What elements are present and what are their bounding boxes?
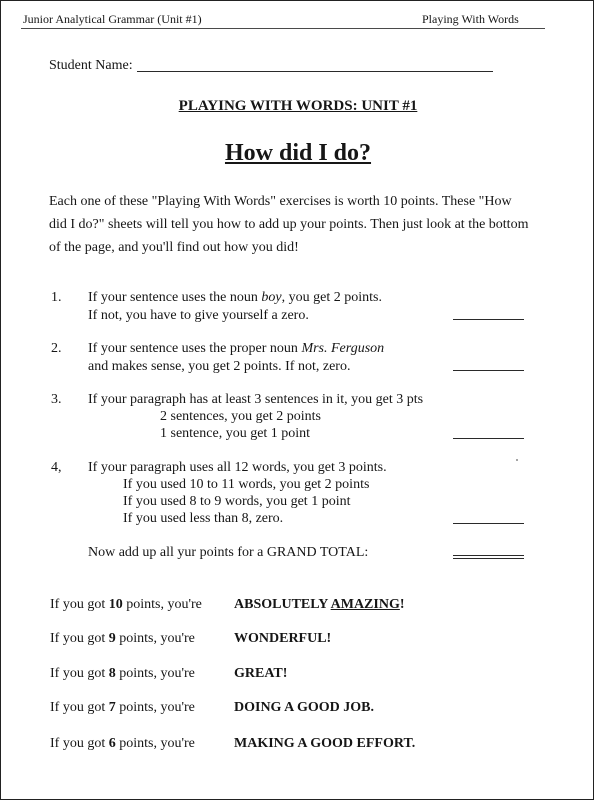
item-1-score-blank[interactable] [453, 319, 524, 320]
item-4-sub-line: If you used less than 8, zero. [123, 511, 284, 526]
header-unit-title: Playing With Words [422, 12, 519, 26]
score-result-b: AMAZING [330, 597, 400, 612]
score-points: 6 [108, 736, 116, 751]
item-2-line-1 [88, 341, 384, 357]
score-suffix: points, you're [122, 597, 202, 612]
score-condition [50, 736, 195, 752]
item-4-line-1: If your paragraph uses all 12 words, you get 3 points. [88, 460, 387, 475]
score-result: MAKING A GOOD EFFORT. [234, 736, 416, 751]
item-1-line-1 [88, 290, 382, 306]
item-3-line-1: If your paragraph has at least 3 sentences in it, you get 3 pts [88, 392, 424, 407]
score-prefix: If you got [50, 700, 109, 715]
item-1-text-b: , you get 2 points. [281, 290, 382, 305]
item-number: 3. [51, 392, 62, 407]
grand-total-text: Now add up all yur points for a GRAND TOTAL: [88, 545, 369, 560]
item-3-sub-line: 2 sentences, you get 2 points [160, 409, 321, 424]
item-2-line-2: and makes sense, you get 2 points. If not, zero. [88, 359, 351, 374]
item-number: 4, [51, 460, 62, 475]
item-4-sub-line: If you used 8 to 9 words, you get 1 point [123, 494, 351, 509]
score-result: WONDERFUL! [234, 631, 332, 646]
unit-title: PLAYING WITH WORDS: UNIT #1 [178, 98, 418, 114]
intro-paragraph [49, 190, 559, 259]
score-condition [50, 631, 195, 647]
intro-line: Each one of these "Playing With Words" exercises is worth 10 points. These "How [49, 194, 512, 209]
score-result: GREAT! [234, 666, 288, 681]
score-points: 8 [108, 666, 116, 681]
score-condition [50, 666, 195, 682]
item-number: 2. [51, 341, 62, 356]
item-2-score-blank[interactable] [453, 370, 524, 371]
score-points: 9 [108, 631, 116, 646]
student-name-line[interactable] [137, 71, 493, 72]
score-suffix: points, you're [115, 631, 195, 646]
score-result [234, 597, 405, 613]
item-number: 1. [51, 290, 62, 305]
item-3-sub-line: 1 sentence, you get 1 point [160, 426, 311, 441]
score-prefix: If you got [50, 736, 109, 751]
header-course-title: Junior Analytical Grammar (Unit #1) [23, 12, 202, 26]
score-result-a: ABSOLUTELY [234, 597, 331, 612]
item-4-score-blank[interactable] [453, 523, 524, 524]
score-result: DOING A GOOD JOB. [234, 700, 375, 715]
score-points: 10 [108, 597, 123, 612]
score-prefix: If you got [50, 666, 109, 681]
item-1-noun: boy [261, 290, 282, 305]
item-1-line-2: If not, you have to give yourself a zero. [88, 308, 309, 323]
item-2-text-a: If your sentence uses the proper noun [88, 341, 302, 356]
score-suffix: points, you're [115, 666, 195, 681]
student-name-label: Student Name: [49, 58, 133, 73]
score-condition [50, 700, 195, 716]
score-condition [50, 597, 202, 613]
item-1-text-a: If your sentence uses the noun [88, 290, 262, 305]
item-4-sub-line: If you used 10 to 11 words, you get 2 points [123, 477, 370, 492]
grand-total-blank[interactable] [453, 558, 524, 559]
score-prefix: If you got [50, 597, 109, 612]
score-prefix: If you got [50, 631, 109, 646]
score-suffix: points, you're [115, 700, 195, 715]
item-3-score-blank[interactable] [453, 438, 524, 439]
score-suffix: points, you're [115, 736, 195, 751]
scan-speck [516, 459, 518, 461]
intro-line: of the page, and you'll find out how you did! [49, 240, 299, 255]
score-points: 7 [108, 700, 116, 715]
header-rule [21, 28, 545, 29]
intro-line: did I do?" sheets will tell you how to add up your points. Then just look at the bottom [49, 217, 529, 232]
page-title: How did I do? [224, 140, 372, 166]
score-result-c: ! [399, 597, 405, 612]
item-2-proper-noun: Mrs. Ferguson [301, 341, 385, 356]
